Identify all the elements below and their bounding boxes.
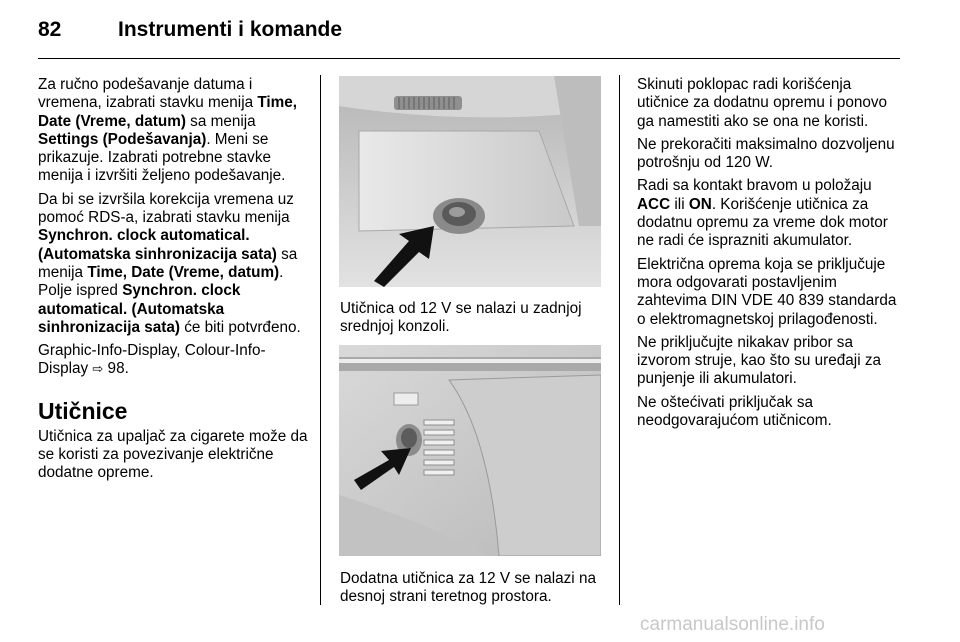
header-rule	[38, 58, 900, 59]
watermark: carmanualsonline.info	[640, 614, 825, 635]
caption-rear-console: Utičnica od 12 V se nalazi u zadnjoj srednjoj konzoli.	[340, 300, 582, 336]
paragraph-ignition: Radi sa kontakt bravom u položaju ACC ili ON. Korišćenje utičnica za dodatnu opremu za vreme dok motor ne radi će isprazniti akumulator.	[637, 177, 888, 250]
column-divider-right	[619, 75, 620, 605]
paragraph-no-damage: Ne oštećivati priključak sa neodgovarajućom utičnicom.	[637, 393, 832, 430]
page-reference-arrow-icon: ⇨	[92, 362, 104, 378]
caption-cargo-area: Dodatna utičnica za 12 V se nalazi na desnoj strani teretnog prostora.	[340, 570, 596, 606]
photo-rear-console-socket	[339, 76, 601, 287]
paragraph-no-power-source: Ne priključujte nikakav pribor sa izvorom struje, kao što su uređaji za punjenje ili akumulatori.	[637, 333, 882, 388]
paragraph-cover: Skinuti poklopac radi korišćenja utičnice za dodatnu opremu i ponovo ga namestiti ako se ona ne koristi.	[637, 76, 888, 130]
paragraph-display-reference: Graphic-Info-Display, Colour-Info-Display ⇨ 98.	[38, 342, 266, 378]
column-left	[38, 76, 308, 488]
section-heading: Utičnice	[38, 397, 128, 424]
cargo-area-illustration	[339, 345, 601, 556]
paragraph-rds-time: Da bi se izvršila korekcija vremena uz pomoć RDS-a, izabrati stavku menija Synchron. clock automatical. (Automatska sinhronizacija sata) sa menija Time, Date (Vreme, datum). Polje ispred Synchron. clock automatical. (Automatska sinhronizacija sata) će biti potvrđeno.	[38, 190, 301, 336]
photo-cargo-socket	[339, 345, 601, 556]
column-divider-left	[320, 75, 321, 605]
page-number: 82	[38, 18, 62, 41]
paragraph-manual-time: Za ručno podešavanje datuma i vremena, izabrati stavku menija Time, Date (Vreme, datum) sa menija Settings (Podešavanja). Meni se prikazuje. Izabrati potrebne stavke menija i izvršiti željeno podešavanje.	[38, 76, 298, 185]
column-right	[637, 76, 907, 435]
page-title: Instrumenti i komande	[118, 18, 343, 41]
paragraph-din-standard: Električna oprema koja se priključuje mora odgovarati postavljenim zahtevima DIN VDE 40 839 standarda o elektromagnetskoj prilagođenosti.	[637, 255, 897, 328]
paragraph-max-power: Ne prekoračiti maksimalno dozvoljenu potrošnju od 120 W.	[637, 135, 895, 172]
paragraph-socket-intro: Utičnica za upaljač za cigarete može da se koristi za povezivanje električne dodatne opreme.	[38, 427, 308, 482]
rear-console-illustration	[339, 76, 601, 287]
